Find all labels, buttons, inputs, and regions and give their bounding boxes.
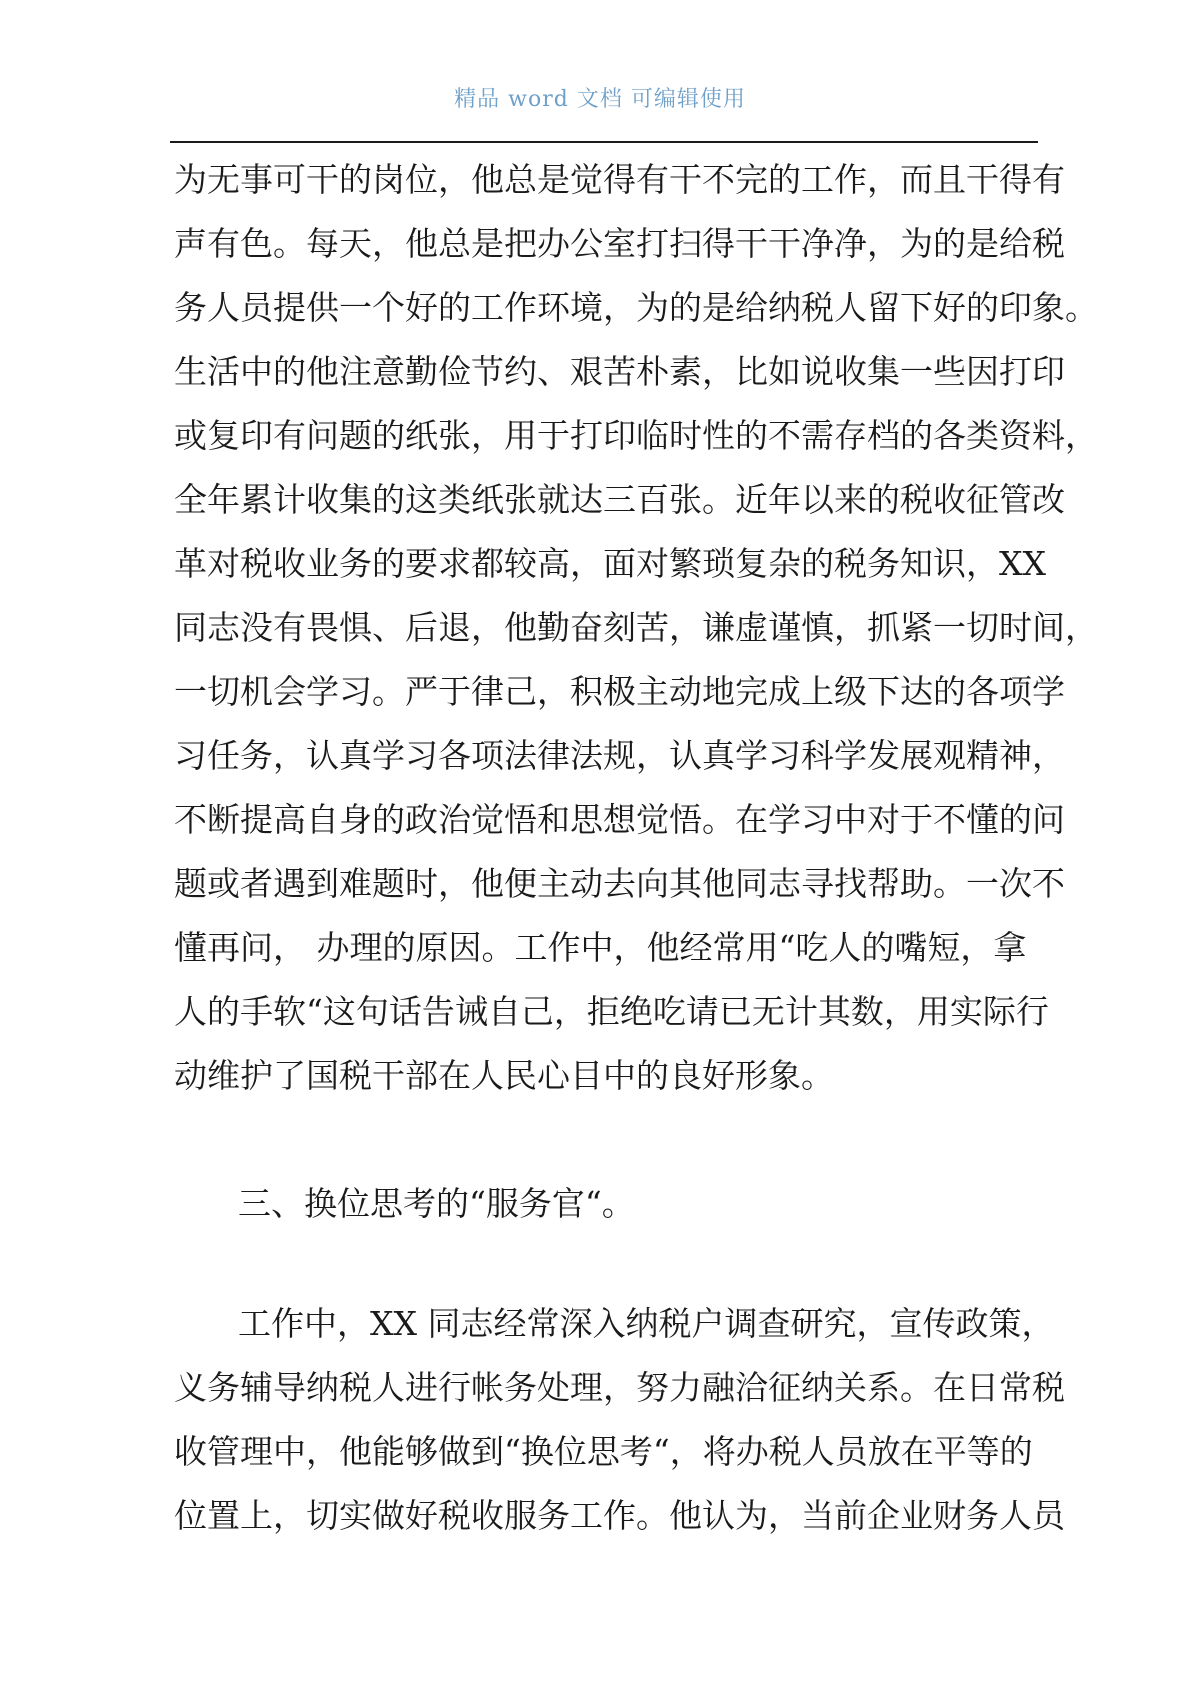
text-line: 位置上，切实做好税收服务工作。他认为，当前企业财务人员 <box>174 1496 1065 1535</box>
section-heading: 三、换位思考的“服务官“。 <box>238 1184 635 1223</box>
text-line: 题或者遇到难题时，他便主动去向其他同志寻找帮助。一次不 <box>174 864 1065 903</box>
header-divider <box>170 141 1038 143</box>
paragraph-1 <box>174 148 1098 1108</box>
text-line: 或复印有问题的纸张，用于打印临时性的不需存档的各类资料， <box>174 416 1098 455</box>
text-line: 人的手软“这句话告诫自己，拒绝吃请已无计其数，用实际行 <box>174 992 1049 1031</box>
text-line: 务人员提供一个好的工作环境，为的是给纳税人留下好的印象。 <box>174 288 1098 327</box>
text-line: 习任务，认真学习各项法律法规，认真学习科学发展观精神， <box>174 736 1065 775</box>
paragraph-2 <box>174 1292 1074 1548</box>
text-line: 声有色。每天，他总是把办公室打扫得干干净净，为的是给税 <box>174 224 1065 263</box>
text-line: 工作中，XX 同志经常深入纳税户调查研究，宣传政策， <box>238 1304 1055 1343</box>
page-header: 精品 word 文档 可编辑使用 <box>454 87 746 112</box>
text-line: 义务辅导纳税人进行帐务处理，努力融洽征纳关系。在日常税 <box>174 1368 1065 1407</box>
text-line: 革对税收业务的要求都较高，面对繁琐复杂的税务知识，XX <box>174 544 1046 583</box>
text-line: 全年累计收集的这类纸张就达三百张。近年以来的税收征管改 <box>174 480 1065 519</box>
text-line: 生活中的他注意勤俭节约、艰苦朴素，比如说收集一些因打印 <box>174 352 1065 391</box>
text-line: 同志没有畏惧、后退，他勤奋刻苦，谦虚谨慎，抓紧一切时间， <box>174 608 1098 647</box>
text-line: 一切机会学习。严于律己，积极主动地完成上级下达的各项学 <box>174 672 1065 711</box>
text-line: 收管理中，他能够做到“换位思考“，将办税人员放在平等的 <box>174 1432 1033 1471</box>
document-body <box>174 148 1098 1548</box>
text-line: 为无事可干的岗位，他总是觉得有干不完的工作，而且干得有 <box>174 160 1065 199</box>
text-line: 懂再问， 办理的原因。工作中，他经常用“吃人的嘴短，拿 <box>174 928 1027 967</box>
text-line: 不断提高自身的政治觉悟和思想觉悟。在学习中对于不懂的问 <box>174 800 1065 839</box>
text-line: 动维护了国税干部在人民心目中的良好形象。 <box>174 1056 834 1095</box>
